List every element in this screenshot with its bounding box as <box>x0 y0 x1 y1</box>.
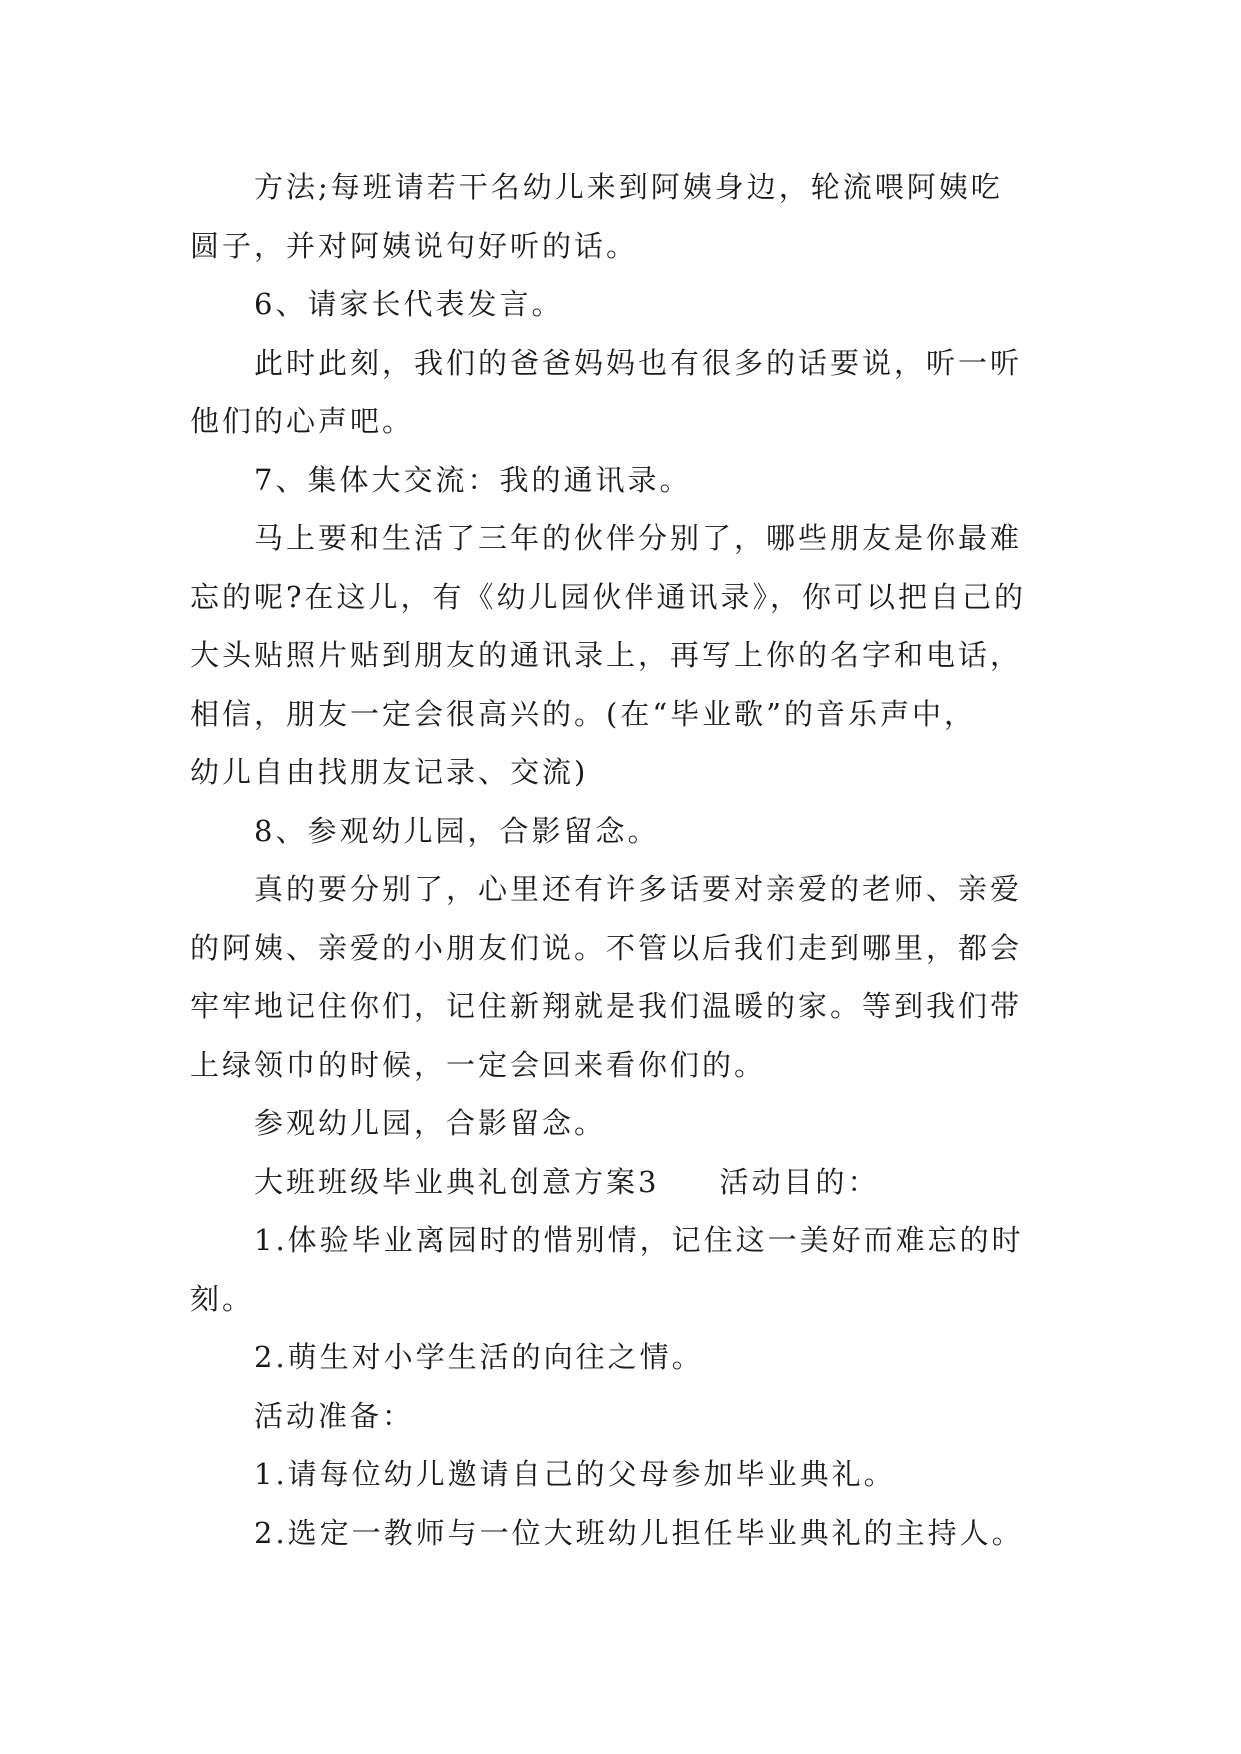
numbered-item: 2.选定一教师与一位大班幼儿担任毕业典礼的主持人。 <box>254 1515 1024 1550</box>
paragraph-line: 幼儿自由找朋友记录、交流) <box>190 755 589 789</box>
section-heading-line <box>190 1153 1070 1212</box>
paragraph-line: 方法;每班请若干名幼儿来到阿姨身边，轮流喂阿姨吃 <box>254 170 1003 204</box>
paragraph-line: 大头贴照片贴到朋友的通讯录上，再写上你的名字和电话， <box>190 638 1023 672</box>
numbered-item: 2.萌生对小学生活的向往之情。 <box>254 1340 704 1374</box>
paragraph-line: 相信，朋友一定会很高兴的。(在“毕业歌”的音乐声中， <box>190 696 976 731</box>
numbered-item: 6、请家长代表发言。 <box>254 287 564 321</box>
numbered-item: 1.体验毕业离园时的惜别情，记住这一美好而难忘的时 <box>254 1223 1024 1257</box>
paragraph-line: 真的要分别了，心里还有许多话要对亲爱的老师、亲爱 <box>254 872 1023 906</box>
paragraph-line: 他们的心声吧。 <box>190 404 415 438</box>
paragraph-line: 参观幼儿园，合影留念。 <box>254 1106 607 1140</box>
paragraph-line: 马上要和生活了三年的伙伴分别了，哪些朋友是你最难 <box>254 521 1023 555</box>
document-body <box>190 158 1070 1562</box>
paragraph-line: 忘的呢?在这儿，有《幼儿园伙伴通讯录》，你可以把自己的 <box>190 579 1027 614</box>
paragraph-line: 圆子，并对阿姨说句好听的话。 <box>190 228 639 263</box>
paragraph-line: 刻。 <box>190 1281 255 1316</box>
paragraph-line: 此时此刻，我们的爸爸妈妈也有很多的话要说，听一听 <box>254 345 1023 380</box>
paragraph-line: 牢牢地记住你们，记住新翔就是我们温暖的家。等到我们带 <box>190 989 1023 1023</box>
numbered-item: 1.请每位幼儿邀请自己的父母参加毕业典礼。 <box>254 1457 896 1491</box>
paragraph-line: 上绿领巾的时候，一定会回来看你们的。 <box>190 1047 767 1082</box>
numbered-item: 8、参观幼儿园，合影留念。 <box>254 813 660 848</box>
numbered-item: 7、集体大交流：我的通讯录。 <box>254 462 692 497</box>
section-title: 大班班级毕业典礼创意方案3 <box>254 1164 660 1199</box>
subsection-heading: 活动准备： <box>254 1398 415 1433</box>
paragraph-line: 的阿姨、亲爱的小朋友们说。不管以后我们走到哪里，都会 <box>190 930 1023 965</box>
section-subtitle: 活动目的： <box>719 1164 880 1199</box>
